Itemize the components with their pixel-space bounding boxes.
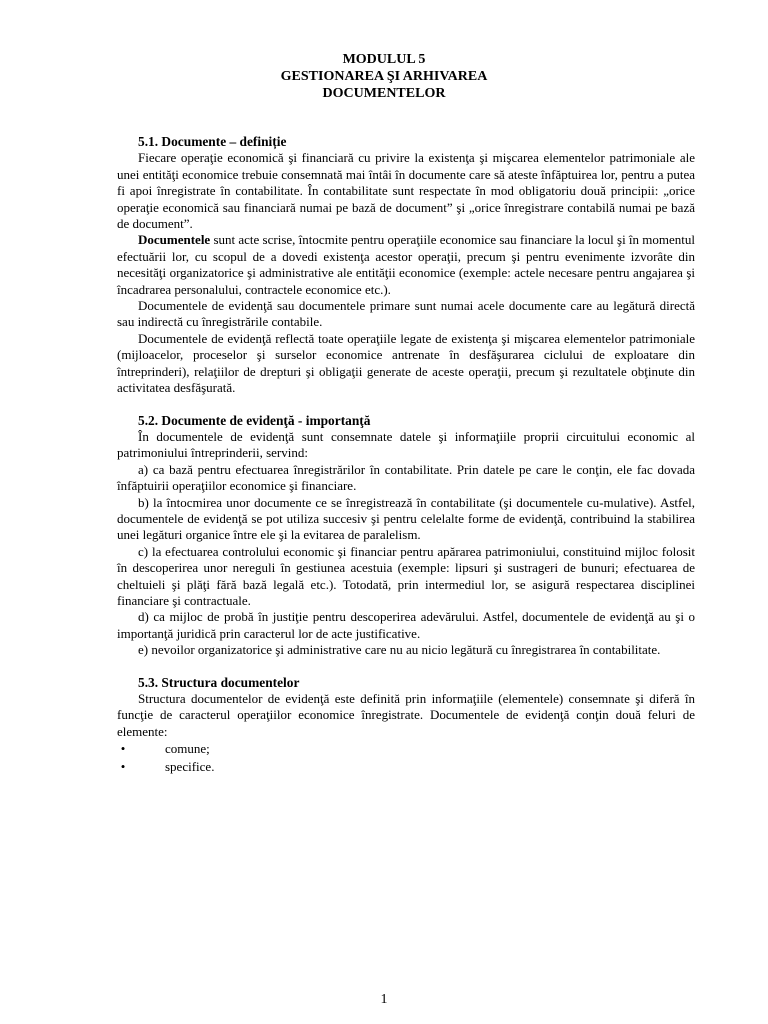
section-1-paragraph-4: Documentele de evidenţă reflectă toate operaţiile legate de existenţa şi mişcarea elementelor patrimoniale (mijloacelor, proceselor şi surselor economice antrenate în desfăşurarea ciclului de exploatare din întreprinderi), relaţiilor de drepturi şi obligaţii generate de aceste operaţii, precum şi rezultatele obţinute din activitatea desfăşurată.	[117, 330, 695, 396]
list-item-text: comune;	[165, 741, 210, 757]
title-line-3: DOCUMENTELOR	[322, 86, 446, 101]
section-2-item-a: a) ca bază pentru efectuarea înregistrărilor în contabilitate. Prin datele pe care le conţin, ele fac dovada înfăptuirii operaţiilor economice şi financiare.	[117, 461, 695, 494]
section-3-paragraph-1: Structura documentelor de evidenţă este definită prin informaţiile (elementele) consemnate şi diferă în funcţie de caracterul operaţiilor economice înregistrate. Documentele de evidenţă conţin două feluri de elemente:	[117, 691, 695, 739]
spacer	[117, 397, 695, 413]
list-item	[117, 740, 695, 758]
section-1-paragraph-2-text: sunt acte scrise, întocmite pentru operaţiile economice sau financiare la locul şi în momentul efectuării lor, cu scopul de a dovedi existenţa acestor operaţii, precum şi pentru evenimente izvorâte din necesităţi organizatorice şi administrative ale entităţii economice (exemple: actele necesare pentru angajarea şi încadrarea personalului, contractele economice etc.).	[117, 232, 696, 297]
spacer	[117, 659, 695, 675]
section-2-intro: În documentele de evidenţă sunt consemnate datele şi informaţiile proprii circuitului economic al patrimoniului întreprinderii, servind:	[117, 428, 695, 461]
section-3-heading: 5.3. Structura documentelor	[138, 674, 300, 690]
page-number: 1	[380, 992, 388, 1007]
section-1-paragraph-1: Fiecare operaţie economică şi financiară cu privire la existenţa şi mişcarea elementelor patrimoniale ale unei entităţi economice trebuie consemnată mai întâi în documente care să ateste înfăptuirea lor, pentru a putea fi apoi înregistrate în contabilitate. În contabilitate sunt respectate în mod obligatoriu două principii: „orice operaţie economică sau financiară numai pe bază de document” şi „orice înregistrare contabilă numai pe bază de document”.	[117, 150, 695, 232]
section-2-item-d: d) ca mijloc de probă în justiţie pentru descoperirea adevărului. Astfel, documentele de evidenţă au şi o importanţă juridică prin caracterul lor de acte justificative.	[117, 609, 695, 641]
section-1-paragraph-3: Documentele de evidenţă sau documentele primare sunt numai acele documente care au legătură directă sau indirectă cu înregistrările contabile.	[117, 298, 695, 330]
section-2-item-b: b) la întocmirea unor documente ce se înregistrează în contabilitate (şi documentele cu-mulative). Astfel, documentele de evidenţă se pot utiliza succesiv şi pentru celelalte forme de evidenţă, contribuind la stabilirea unei legături organice între ele şi la evitarea de paralelism.	[117, 494, 695, 543]
list-item-text: specifice.	[165, 759, 215, 775]
bullet-icon: •	[120, 759, 126, 775]
title-line-1: MODULUL 5	[342, 52, 426, 67]
section-1-heading: 5.1. Documente – definiție	[138, 134, 287, 149]
section-2-item-c: c) la efectuarea controlului economic şi financiar pentru apărarea patrimoniului, constituind mijloc folosit în descoperirea unor nereguli în gestiunea acestuia (exemple: lipsuri şi sustrageri de bunuri; efectuarea de cheltuieli şi plăţi fără bază legală etc.). Totodată, prin intermediul lor, se asigură respectarea disciplinei financiare şi contractuale.	[117, 543, 695, 608]
section-2-item-e: e) nevoilor organizatorice şi administrative care nu au nicio legătură cu înregistrarea în contabilitate.	[138, 642, 661, 658]
element-types-list	[117, 740, 695, 776]
module-title	[0, 51, 768, 102]
section-2-heading: 5.2. Documente de evidenţă - importanţă	[138, 412, 371, 428]
document-body	[117, 134, 695, 776]
section-1-paragraph-2	[117, 232, 695, 298]
bullet-icon: •	[120, 741, 126, 757]
title-line-2: GESTIONAREA ŞI ARHIVAREA	[280, 69, 488, 84]
list-item	[117, 758, 695, 776]
documentele-term: Documentele	[138, 232, 211, 248]
